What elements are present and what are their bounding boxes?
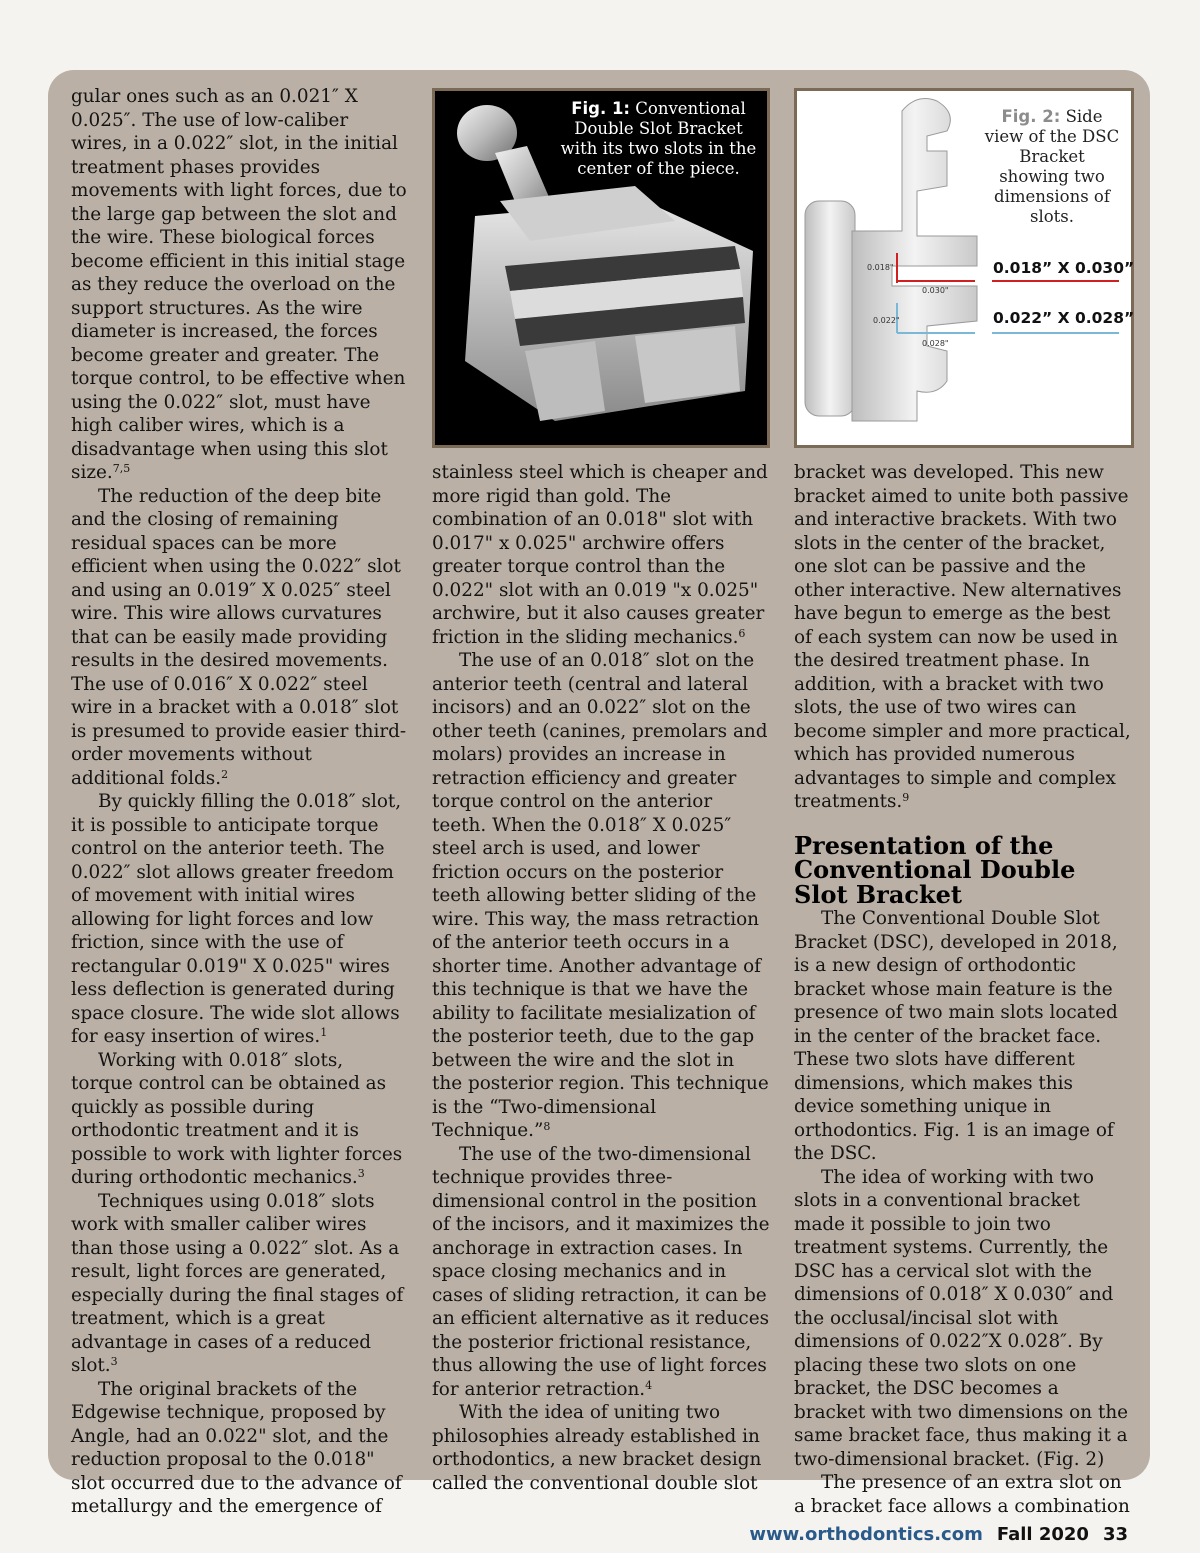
paragraph: The use of an 0.018″ slot on the anterior teeth (central and lateral incisors) and an 0.022″ slot on the other teeth (canines, premolars and molars) provides an increase in retraction efficiency and greater torque control on the anterior teeth. When the 0.018″ X 0.025″ steel arch is used, and lower friction occurs on the posterior teeth allowing better sliding of the wire. This way, the mass retraction of the anterior teeth occurs in a shorter time. Another advantage of this technique is that we have the ability to facilitate mesialization of the posterior teeth, due to the gap between the wire and the slot in the posterior region. This technique is the “Two-dimensional Technique.”$^8$	[432, 650, 769, 1141]
text-column-2	[432, 461, 770, 1495]
text-column-1	[71, 85, 407, 1519]
slot-dimension-2: 0.022” X 0.028”	[993, 309, 1135, 327]
slot-dimension-1: 0.018” X 0.030”	[993, 259, 1135, 277]
paragraph: The use of the two-dimensional technique provides three-dimensional control in the position of the incisors, and it maximizes the anchorage in extraction cases. In space closing mechanics and in cases of sliding retraction, it can be an efficient alternative as it reduces the posterior frictional resistance, thus allowing the use of light forces for anterior retraction.$^4$	[432, 1143, 770, 1400]
paragraph: By quickly filling the 0.018″ slot, it is possible to anticipate torque control on the anterior teeth. The 0.022″ slot allows greater freedom of movement with initial wires allowing for light forces and low friction, since with the use of rectangular 0.019" X 0.025" wires less deflection is generated during space closure. The wide slot allows for easy insertion of wires.$^1$	[71, 791, 402, 1047]
paragraph: The reduction of the deep bite and the closing of remaining residual spaces can be more efficient when using the 0.022″ slot and using an 0.019″ X 0.025″ steel wire. This wire allows curvatures that can be easily made providing results in the desired movements. The use of 0.016″ X 0.022″ steel wire in a bracket with a 0.018″ slot is presumed to provide easier third-order movements without additional folds.$^2$	[71, 485, 407, 789]
figure-2-caption: Fig. 2: Side view of the DSC Bracket showing two dimensions of slots.	[984, 107, 1120, 226]
slot-label-022: 0.022"	[873, 316, 900, 325]
section-heading: Presentation of the Conventional Double Slot Bracket	[794, 830, 1076, 909]
paragraph: Techniques using 0.018″ slots work with smaller caliber wires than those using a 0.022″ slot. As a result, light forces are generated, especially during the final stages of treatment, which is a great advantage in cases of a reduced slot.$^3$	[71, 1190, 404, 1376]
paragraph: bracket was developed. This new bracket aimed to unite both passive and interactive brackets. With two slots in the center of the bracket, one slot can be passive and the other interactive. New alternatives have begun to emerge as the best of each system can now be used in the desired treatment phase. In addition, with a bracket with two slots, the use of two wires can become simpler and more practical, which has provided numerous advantages to simple and complex treatments.$^9$	[794, 462, 1131, 812]
footer-issue: Fall 2020	[996, 1524, 1089, 1545]
figure-2-side-view	[794, 88, 1134, 448]
figure-1-caption: Fig. 1: Conventional Double Slot Bracket with its two slots in the center of the piece.	[560, 99, 757, 178]
figure-1-label: Fig. 1:	[571, 99, 631, 118]
page-footer	[749, 1524, 1128, 1545]
paragraph: The presence of an extra slot on a bracket face allows a combination	[794, 1472, 1130, 1517]
figure-1-bracket-photo	[432, 88, 770, 448]
text-column-3	[794, 461, 1132, 1518]
paragraph: With the idea of uniting two philosophies already established in orthodontics, a new bracket design called the conventional double slot	[432, 1402, 762, 1494]
paragraph: The Conventional Double Slot Bracket (DSC), developed in 2018, is a new design of orthodontic bracket whose main feature is the presence of two main slots located in the center of the bracket face. These two slots have different dimensions, which makes this device something unique in orthodontics. Fig. 1 is an image of the DSC.	[794, 908, 1118, 1164]
paragraph: stainless steel which is cheaper and more rigid than gold. The combination of an 0.018" slot with 0.017" x 0.025" archwire offers greater torque control than the 0.022" slot with an 0.019 "x 0.025" archwire, but it also causes greater friction in the sliding mechanics.$^6$	[432, 462, 768, 648]
slot-label-030: 0.030"	[922, 286, 949, 295]
paragraph: The original brackets of the Edgewise technique, proposed by Angle, had an 0.022" slot, and the reduction proposal to the 0.018" slot occurred due to the advance of metallurgy and the emergence of	[71, 1378, 402, 1517]
paragraph: Working with 0.018″ slots, torque control can be obtained as quickly as possible during orthodontic treatment and it is possible to work with lighter forces during orthodontic mechanics.$^3$	[71, 1049, 403, 1188]
figure-2-label: Fig. 2:	[1001, 107, 1061, 126]
paragraph: gular ones such as an 0.021″ X 0.025″. The use of low-caliber wires, in a 0.022″ slot, in the initial treatment phases provides movements with light forces, due to the large gap between the slot and the wire. These biological forces become efficient in this initial stage as they reduce the overload on the support structures. As the wire diameter is increased, the forces become greater and greater. The torque control, to be effective when using the 0.022″ slot, must have high caliber wires, which is a disadvantage when using this slot size.$^{7,5}$	[71, 86, 407, 483]
slot-label-018: 0.018"	[867, 263, 894, 272]
page-number: 33	[1102, 1524, 1128, 1545]
paragraph: The idea of working with two slots in a conventional bracket made it possible to join two treatment systems. Currently, the DSC has a cervical slot with the dimensions of 0.018″ X 0.030″ and the occlusal/incisal slot with dimensions of 0.022″X 0.028″. By placing these two slots on one bracket, the DSC becomes a bracket with two dimensions on the same bracket face, thus making it a two-dimensional bracket. (Fig. 2)	[794, 1166, 1129, 1470]
footer-url-link[interactable]: www.orthodontics.com	[749, 1524, 983, 1545]
slot-label-028: 0.028"	[922, 339, 949, 348]
